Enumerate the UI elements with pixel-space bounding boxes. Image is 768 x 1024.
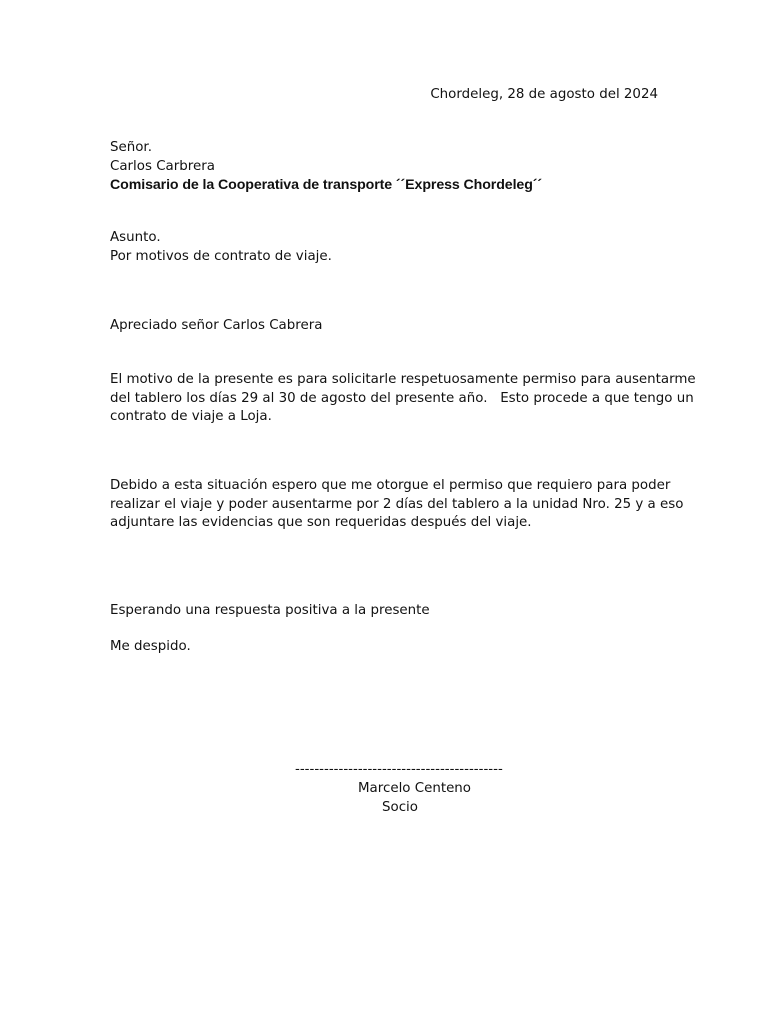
- greeting: [110, 317, 670, 336]
- recipient-title: Señor.: [110, 140, 152, 155]
- signature-line: -------------------------------------------: [295, 762, 503, 777]
- recipient-name: Carlos Carbrera: [110, 158, 215, 174]
- body-paragraph-2: [110, 477, 684, 533]
- subject-block: [110, 229, 670, 266]
- signature-name: Marcelo Centeno: [358, 781, 471, 796]
- signature-role: Socio: [382, 800, 418, 815]
- paragraph-2-line: realizar el viaje y poder ausentarme por 2 días del tablero a la unidad Nro. 25 y a eso: [110, 496, 684, 512]
- recipient-block: [110, 139, 670, 195]
- subject-text: Por motivos de contrato de viaje.: [110, 248, 332, 264]
- closing-1-text: Esperando una respuesta positiva a la presente: [110, 603, 430, 618]
- greeting-text: Apreciado señor Carlos Cabrera: [110, 318, 323, 333]
- closing-2: [110, 638, 670, 657]
- paragraph-1-line: contrato de viaje a Loja.: [110, 409, 272, 424]
- letter-date: Chordeleg, 28 de agosto del 2024: [430, 87, 658, 102]
- paragraph-2-line: Debido a esta situación espero que me otorgue el permiso que requiero para poder: [110, 478, 671, 493]
- paragraph-2-line: adjuntare las evidencias que son requeridas después del viaje.: [110, 515, 532, 530]
- subject-label: Asunto.: [110, 230, 161, 245]
- closing-2-text: Me despido.: [110, 639, 191, 654]
- body-paragraph-1: [110, 371, 696, 427]
- closing-1: [110, 602, 670, 621]
- recipient-position: Comisario de la Cooperativa de transporte ´´Express Chordeleg´´: [110, 177, 543, 193]
- paragraph-1-line: del tablero los días 29 al 30 de agosto del presente año. Esto procede a que tengo un: [110, 390, 694, 406]
- paragraph-1-line: El motivo de la presente es para solicitarle respetuosamente permiso para ausentarme: [110, 372, 696, 387]
